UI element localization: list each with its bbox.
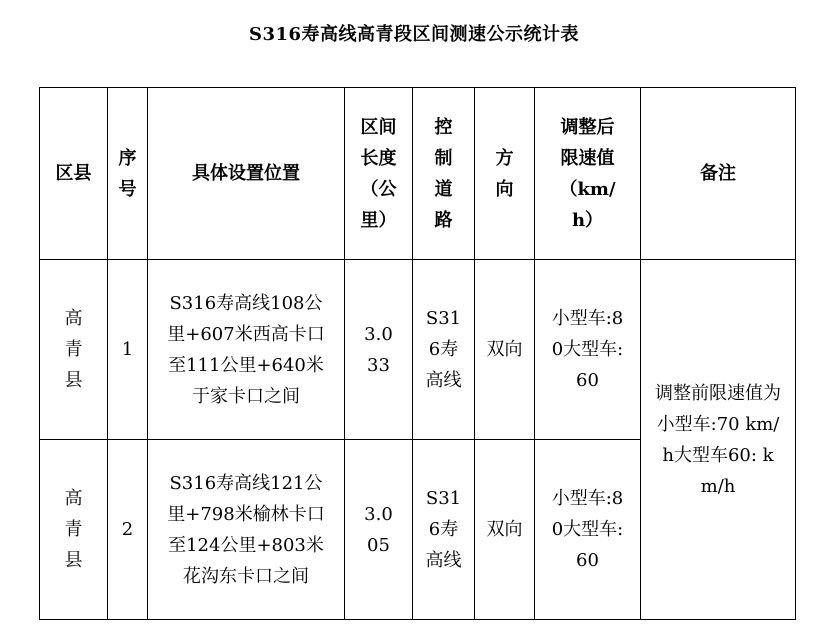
cell-location: S316寿高线121公里+798米榆林卡口至124公里+803米花沟东卡口之间 bbox=[148, 440, 345, 620]
cell-length: 3.005 bbox=[345, 440, 413, 620]
cell-seq: 1 bbox=[108, 260, 148, 440]
speed-table bbox=[39, 87, 796, 620]
cell-district: 高青县 bbox=[40, 260, 108, 440]
header-location: 具体设置位置 bbox=[148, 88, 345, 260]
header-speed: 调整后限速值（km/h） bbox=[535, 88, 641, 260]
header-district: 区县 bbox=[40, 88, 108, 260]
cell-direction: 双向 bbox=[475, 260, 535, 440]
cell-speed: 小型车:80大型车:60 bbox=[535, 440, 641, 620]
header-road: 控制道路 bbox=[413, 88, 475, 260]
cell-location: S316寿高线108公里+607米西高卡口至111公里+640米于家卡口之间 bbox=[148, 260, 345, 440]
table-row bbox=[40, 260, 796, 440]
cell-road: S316寿高线 bbox=[413, 440, 475, 620]
cell-length: 3.033 bbox=[345, 260, 413, 440]
header-length: 区间长度（公里） bbox=[345, 88, 413, 260]
page-title: S316寿高线高青段区间测速公示统计表 bbox=[248, 24, 580, 45]
cell-road: S316寿高线 bbox=[413, 260, 475, 440]
cell-remark: 调整前限速值为小型车:70 km/h大型车60: km/h bbox=[641, 260, 796, 620]
header-remark: 备注 bbox=[641, 88, 796, 260]
header-seq: 序号 bbox=[108, 88, 148, 260]
header-row bbox=[40, 88, 796, 260]
cell-speed: 小型车:80大型车:60 bbox=[535, 260, 641, 440]
header-direction: 方向 bbox=[475, 88, 535, 260]
cell-seq: 2 bbox=[108, 440, 148, 620]
cell-direction: 双向 bbox=[475, 440, 535, 620]
cell-district: 高青县 bbox=[40, 440, 108, 620]
